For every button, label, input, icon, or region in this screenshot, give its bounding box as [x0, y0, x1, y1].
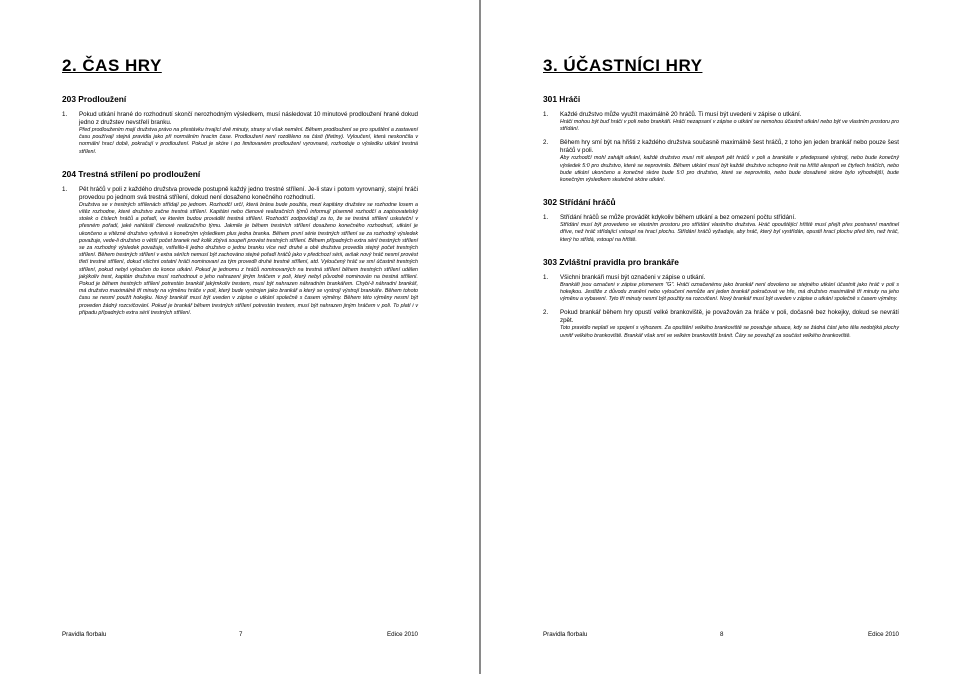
section-heading: 203 Prodloužení [62, 94, 127, 104]
rule-notes: Aby rozhodčí mohl zahájit utkání, každé družstvo musí mít alespoň pět hráčů v poli a brankáře v předepsané výstroji, nebo bude konečný výsledek 5:0 pro družstvo, které se neprovinilo. Během utkání musí být každé družstvo schopno hrát na hřišti alespoň ve čtyřech hráčích, nebo bude utkání ukončeno a konečné skóre bude 5:0 pro družstvo, které se neprovinilo, nebo bude dosažené skóre bylo výhodnější, bude konečným výsledkem skutečné skóre utkání. [560, 155, 899, 184]
rule-item [543, 309, 899, 339]
rule-item [543, 139, 899, 184]
rule-notes: Před prodloužením mají družstva právo na přestávku trvající dvě minuty, strany si však nemění. Během prodloužení se pro spuštění a zastavení času používají stejná pravidla jako při normálním hracím čase. Prodloužení není rozděleno na části (třetiny). Vyloučení, která neskončila v normální hrací době, pokračují v prodloužení. Pokud je skóre i po limitovaném prodloužení vyrovnané, rozhoduje o výsledku utkání trestná střílení. [79, 127, 418, 155]
page-content [543, 94, 899, 346]
footer-edition: Edice 2010 [387, 631, 418, 638]
page-footer [543, 631, 899, 641]
footer-title: Pravidla florbalu [62, 631, 107, 638]
rule-notes: Brankáři jsou označeni v zápise písmenem "G". Hráči označenému jako brankář není dovoleno se stejného utkání účastnit jako hráč v poli s hokejkou. Jestliže z důvodu zranění nebo vyloučení nemůže ani jeden brankář pokračovat ve hře, má družstvo maximálně tři minuty na jeho výměnu a vybavení. Tyto tři minuty nesmí být použity na rozcvičení. Nový brankář musí být uveden v zápise o utkání společně s časem výměny. [560, 281, 899, 303]
rule-item [62, 186, 418, 317]
rule-item [62, 111, 418, 156]
rule-item [543, 274, 899, 304]
rule-number: 2. [543, 139, 549, 147]
section-heading: 302 Střídání hráčů [543, 197, 616, 208]
rule-notes: Toto pravidlo neplatí ve spojení s výhozem. Za opuštění velkého brankoviště se považuje situace, kdy se žádná část jeho těla nedotýká plochy uvnitř velkého brankoviště. Brankář však smí ve velkém brankovišti bránit. Čáry se považují za součást velkého brankoviště. [560, 325, 899, 339]
rule-number: 2. [543, 309, 549, 317]
footer-edition: Edice 2010 [868, 631, 899, 638]
rule-number: 1. [62, 111, 68, 118]
rule-text: Každé družstvo může využít maximálně 20 hráčů. Ti musí být uvedeni v zápise o utkání. [560, 111, 802, 118]
rule-number: 1. [62, 185, 68, 193]
section-heading: 301 Hráči [543, 94, 581, 104]
rule-item [543, 214, 899, 244]
rule-text: Všichni brankáři musí být označeni v zápise o utkání. [560, 273, 706, 281]
section-heading: 303 Zvláštní pravidla pro brankáře [543, 256, 679, 267]
page-content [62, 94, 418, 323]
rule-text: Střídání hráčů se může provádět kdykoliv během utkání a bez omezení počtu střídání. [560, 214, 796, 222]
footer-title: Pravidla florbalu [543, 631, 588, 638]
rule-notes: Družstva se v trestných střílenách střídají po jednom. Rozhodčí určí, která brána bude použita, mezi kapitány družstev se rozhodne losem a vítěz rozhodne, které družstvo začne trestná střílení. Kapitáni nebo členové realizačních týmů informují písemně rozhodčí a zapisovatelský stolek o číslech hráčů a pořadí, ve kterém budou provádět trestná střílení. Rozhodčí zodpovídají za to, že se trestná střílení uskuteční v přesném pořadí, jaké nahlásili členové realizačního týmu. Jakmile je během trestních střílení dosaženo konečného rozhodnutí, utkání je ukončeno a vítězné družstvo vyhrává s konečným výsledkem plus jedna branka. Během první série trestných střílení se za rozhodný výsledek považuje, vede-li družstvo o větší počet branek než kolik zbývá soupeři provést trestných střílení. Během případných extra sérií trestných střílení se za rozhodný výsledek považuje, vstřelilo-li jedno družstvo o jednu branku více než druhé a obě družstva provedla stejný počet trestných střílení. Během trestných střílení v extra sériích nemusí být zachováno stejné pořadí hráčů jako v předchozí sérii, avšak nový hráč nesmí provést třetí trestné střílení, dokud všichni ostatní hráči nominovaní za tým provedli druhé trestné střílení, atd. Vyloučený hráč se smí účastnit trestných střílení, pokud nebyl vyloučen do konce utkání. Pokud je jednomu z hráčů nominovaných na trestná střílení během trestných střílení udělen jakýkoliv trest, kapitán družstva musí rozhodnout o jeho nahrazení jiným hráčem v poli, který nebyl původně nominován na trestná střílení. Pokud je během trestných střílení potrestán brankář jakýmkoliv trestem, musí být nahrazen náhradním brankářem. Chybí-li náhradní brankář, má družstvo maximálně tři minuty na výměnu hráče v poli, který bude vystrojen jako brankář a který se vystrojí výstrojí brankáře. Během tohoto času se nesmí použít hokejku. Nový brankář musí být uveden v zápise o utkání společně s časem výměny. Během této výměny nesmí být proveden žádný rozcvičování. Pokud je brankář během trestných střílení potrestán trestem, musí být nahrazen jiným hráčem v poli. To platí i v případu případných extra sérií trestných střílení. [79, 201, 418, 316]
rule-number: 1. [543, 214, 549, 222]
rule-text: Pokud utkání hrané do rozhodnutí skončí nerozhodným výsledkem, musí následovat 10 minutové prodloužení hrané dokud jedno z družstev nevstřelí branku. [79, 111, 418, 126]
rule-text: Pět hráčů v poli z každého družstva provede postupně každý jedno trestné střílení. Je-li stav i potom vyrovnaný, stejní hráči provedou po jednom svá trestná střílení, dokud není dosaženo konečného rozhodnutí. [79, 185, 418, 201]
left-page [0, 0, 479, 674]
rule-text: Během hry smí být na hřišti z každého družstva současně maximálně šest hráčů, z toho jen jeden brankář nebo pouze šest hráčů v poli. [560, 139, 899, 155]
rule-notes: Střídání musí být provedeno ve vlastním prostoru pro střídání vlastního družstva. Hráč opouštějící hřiště musí přejít přes postranní mantinel dříve, než hráč střídající vstoupí na hrací plochu. Střídání hráčů vyžaduje, aby hráč, který byl vystřídán, opustil hrací plochu před tím, než hráč, který ho střídá, vstoupí na hřiště. [560, 222, 899, 243]
page-footer [62, 631, 418, 641]
rule-notes: Hráči mohou být buď hráči v poli nebo brankáři. Hráči nezapsaní v zápise o utkání se nemohou účastnit utkání nebo být ve vlastním prostoru pro střídání. [560, 119, 899, 133]
chapter-heading: 3. ÚČASTNÍCI HRY [543, 56, 703, 75]
rule-item [543, 111, 899, 133]
page-number: 7 [239, 631, 243, 638]
rule-number: 1. [543, 111, 549, 118]
right-page [481, 0, 960, 674]
rule-text: Pokud brankář během hry opustí velké brankoviště, je považován za hráče v poli, dočasně bez hokejky, dokud se nevrátí zpět. [560, 309, 899, 325]
rule-number: 1. [543, 273, 549, 281]
chapter-heading: 2. ČAS HRY [62, 56, 162, 75]
section-heading: 204 Trestná střílení po prodloužení [62, 168, 201, 179]
page-number: 8 [720, 631, 724, 638]
